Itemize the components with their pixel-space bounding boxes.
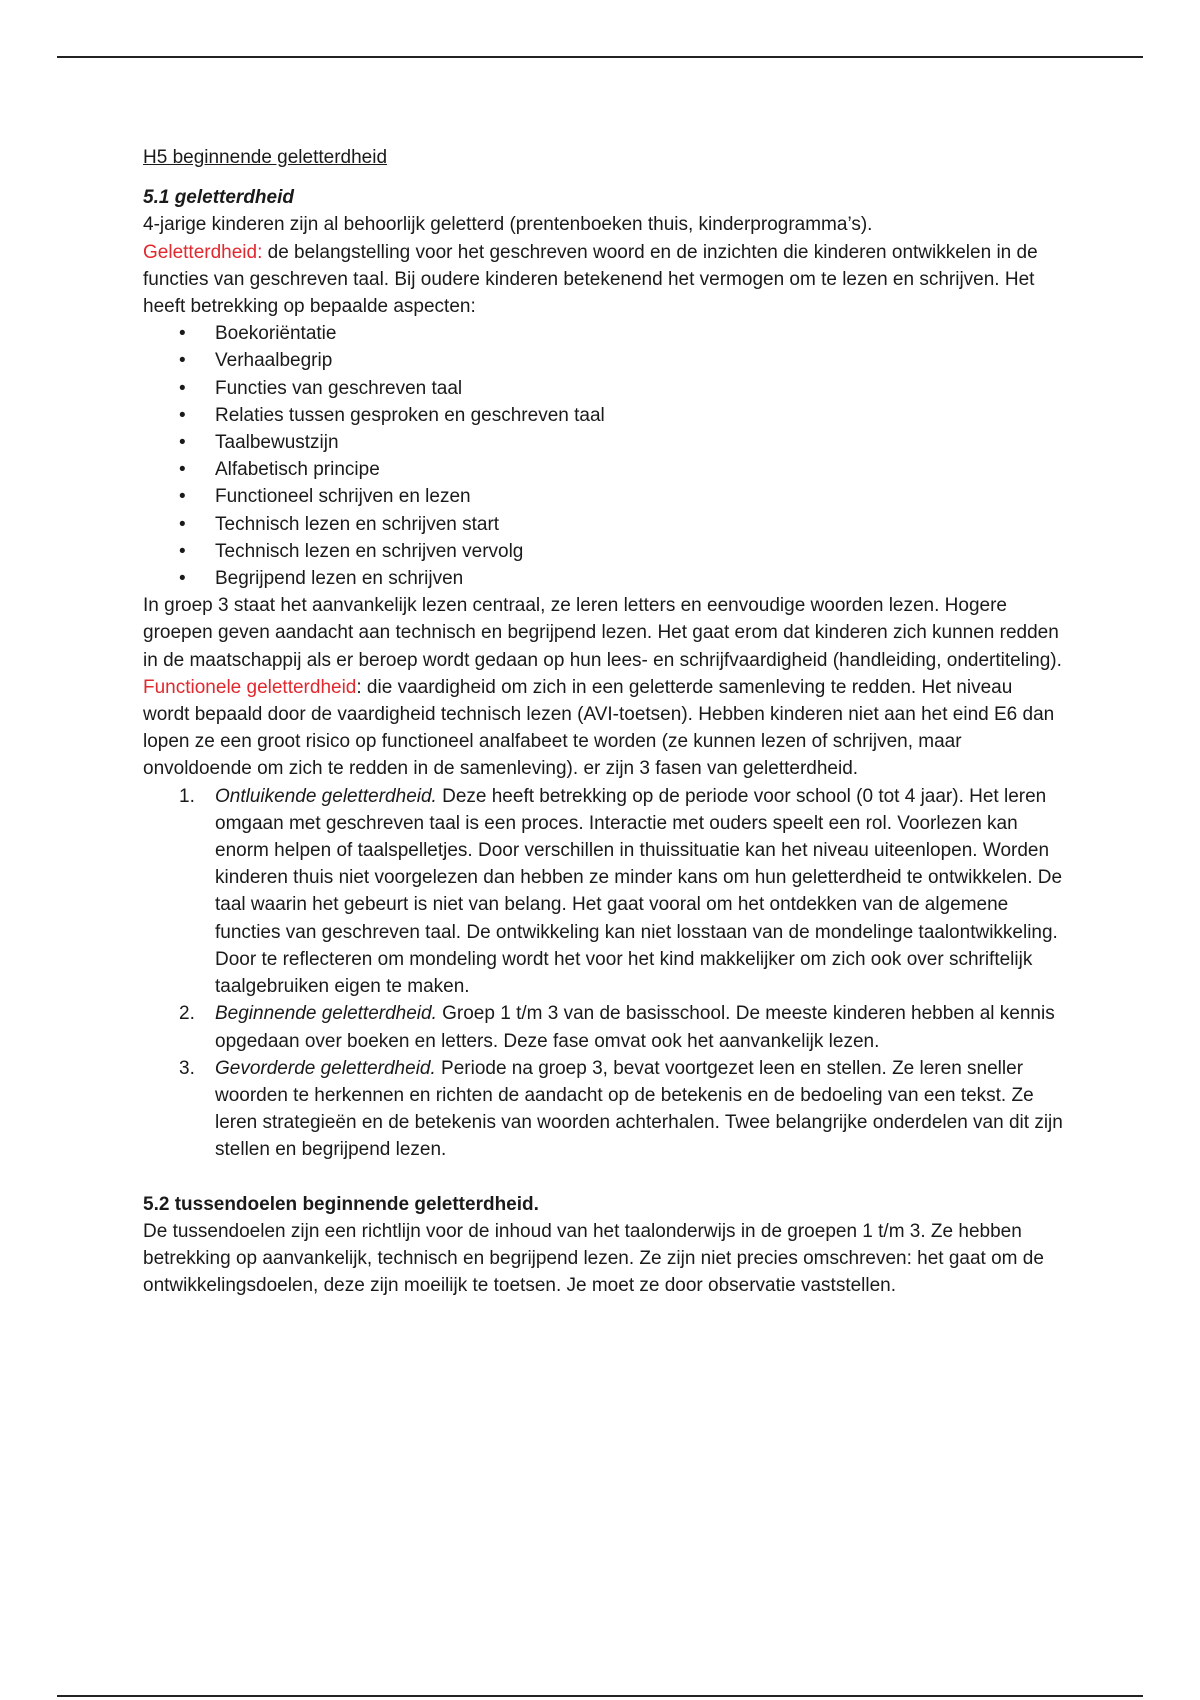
list-item: • Begrijpend lezen en schrijven <box>143 565 1063 592</box>
list-item: • Taalbewustzijn <box>143 429 1063 456</box>
phase-text: Periode na groep 3, bevat voortgezet leen en stellen. Ze leren sneller woorden te herkennen en richten de aandacht op de betekenis en de bedoeling van een tekst. Ze leren strategieën en de betekenis van woorden achterhalen. Twee belangrijke onderdelen van dit zijn stellen en begrijpend lezen. <box>215 1057 1063 1161</box>
bullet-icon: • <box>179 404 186 426</box>
document-body <box>143 144 1063 1299</box>
header-rule <box>57 56 1143 58</box>
list-item: • Functioneel schrijven en lezen <box>143 483 1063 510</box>
section-heading-5-1: 5.1 geletterdheid <box>143 187 294 209</box>
list-item <box>143 783 1063 1001</box>
bullet-icon: • <box>179 350 186 372</box>
section-heading-5-2: 5.2 tussendoelen beginnende geletterdheid. <box>143 1193 539 1215</box>
definition-geletterdheid <box>143 239 1063 321</box>
list-item: • Alfabetisch principe <box>143 456 1063 483</box>
footer-rule <box>57 1695 1143 1697</box>
phase-name: Gevorderde geletterdheid. <box>215 1057 436 1079</box>
list-number: 1. <box>179 785 195 807</box>
bullet-icon: • <box>179 459 186 481</box>
definition-text: de belangstelling voor het geschreven woord en de inzichten die kinderen ontwikkelen in de functies van geschreven taal. Bij oudere kinderen betekenend het vermogen om te lezen en schrijven. Het heeft betrekking op bepaalde aspecten: <box>143 241 1038 318</box>
bullet-icon: • <box>179 513 186 535</box>
term-functionele-geletterdheid: Functionele geletterdheid <box>143 676 357 698</box>
section-intro: 4-jarige kinderen zijn al behoorlijk geletterd (prentenboeken thuis, kinderprogramma’s). <box>143 214 873 236</box>
paragraph-groep-3: In groep 3 staat het aanvankelijk lezen centraal, ze leren letters en eenvoudige woorden lezen. Hogere groepen geven aandacht aan technisch en begrijpend lezen. Het gaat erom dat kinderen zich kunnen redden in de maatschappij als er beroep wordt gedaan op hun lees- en schrijfvaardigheid (handleiding, ondertiteling). Functionele geletterdheid: die vaardigheid om zich in een geletterde samenleving te redden. Het niveau wordt bepaald door de vaardigheid technisch lezen (AVI-toetsen). Hebben kinderen niet aan het eind E6 dan lopen ze een groot risico op functioneel analfabeet te worden (ze kunnen lezen of schrijven, maar onvoldoende om zich te redden in de samenleving). er zijn 3 fasen van geletterdheid. <box>143 595 1062 780</box>
list-item: • Technisch lezen en schrijven vervolg <box>143 538 1063 565</box>
phase-text: Deze heeft betrekking op de periode voor school (0 tot 4 jaar). Het leren omgaan met geschreven taal is een proces. Interactie met ouders speelt een rol. Voorlezen kan enorm helpen of taalspelletjes. Door verschillen in thuissituatie kan het niveau uiteenlopen. Worden kinderen thuis niet voorgelezen dan hebben ze minder kans om hun geletterdheid te ontwikkelen. De taal waarin het gebeurt is niet van belang. Het gaat vooral om het ontdekken van de algemene functies van geschreven taal. De ontwikkeling kan niet losstaan van de mondelinge taalontwikkeling. Door te reflecteren om mondeling wordt het voor het kind makkelijker om zich ook over schriftelijk taalgebruiken eigen te maken. <box>215 785 1063 998</box>
phase-name: Ontluikende geletterdheid. <box>215 785 437 807</box>
section-2-text: De tussendoelen zijn een richtlijn voor de inhoud van het taalonderwijs in de groepen 1 t/m 3. Ze hebben betrekking op aanvankelijk, technisch en begrijpend lezen. Ze zijn niet precies omschreven: het gaat om de ontwikkelingsdoelen, deze zijn moeilijk te toetsen. Je moet ze door observatie vaststellen. <box>143 1220 1044 1297</box>
list-item: • Verhaalbegrip <box>143 347 1063 374</box>
list-number: 3. <box>179 1057 195 1079</box>
bullet-icon: • <box>179 486 186 508</box>
list-item: • Relaties tussen gesproken en geschreven taal <box>143 402 1063 429</box>
bullet-icon: • <box>179 323 186 345</box>
bullet-icon: • <box>179 568 186 590</box>
list-item: • Boekoriëntatie <box>143 320 1063 347</box>
bullet-icon: • <box>179 377 186 399</box>
phase-text: Groep 1 t/m 3 van de basisschool. De meeste kinderen hebben al kennis opgedaan over boeken en letters. Deze fase omvat ook het aanvankelijk lezen. <box>215 1003 1055 1052</box>
bullet-icon: • <box>179 432 186 454</box>
list-item: • Functies van geschreven taal <box>143 375 1063 402</box>
list-item: • Technisch lezen en schrijven start <box>143 511 1063 538</box>
term-geletterdheid: Geletterdheid: <box>143 241 263 263</box>
list-item <box>143 1000 1063 1054</box>
list-number: 2. <box>179 1003 195 1025</box>
bullet-icon: • <box>179 540 186 562</box>
aspects-list <box>143 320 1063 592</box>
document-title: H5 beginnende geletterdheid <box>143 147 388 168</box>
section-spacer <box>143 1164 1063 1191</box>
list-item <box>143 1055 1063 1164</box>
phases-list <box>143 783 1063 1164</box>
phase-name: Beginnende geletterdheid. <box>215 1003 437 1025</box>
